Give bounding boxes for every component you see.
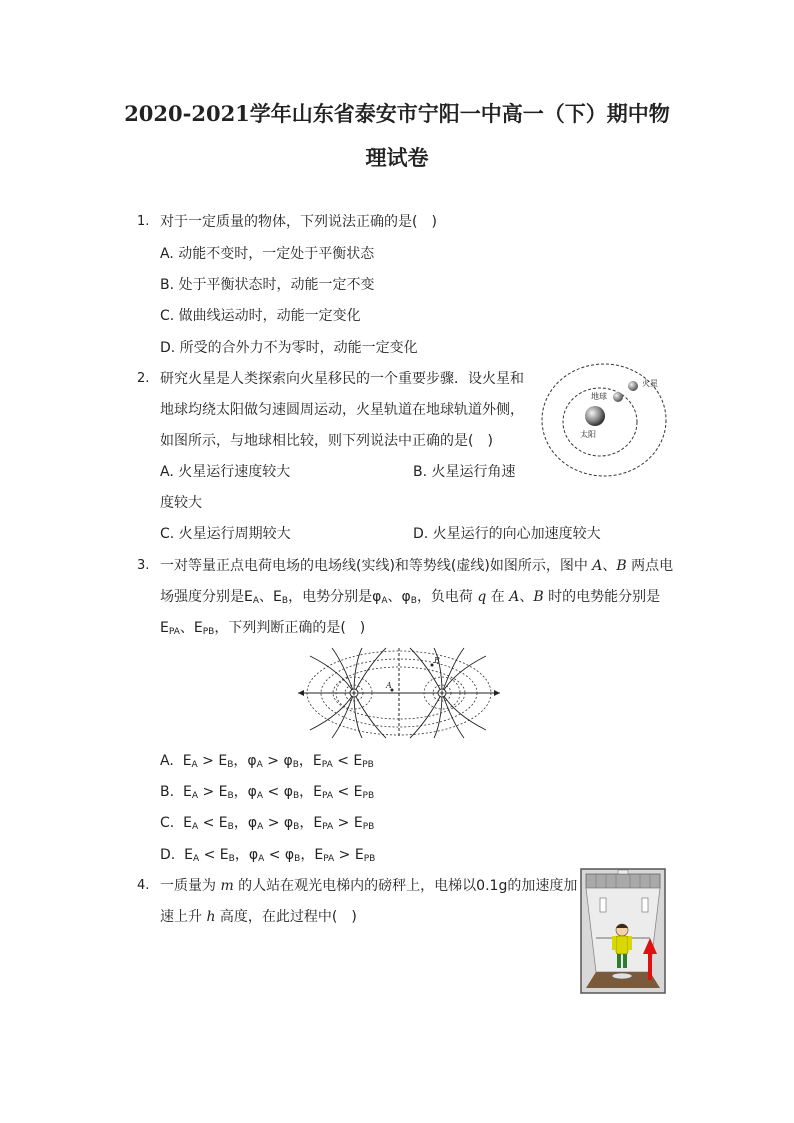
question-1-option-c: C. 做曲线运动时，动能一定变化 bbox=[160, 308, 361, 324]
electric-field-diagram bbox=[296, 646, 502, 740]
positive-charge-right bbox=[438, 689, 446, 697]
question-3-stem-line3: $E_{PA}$、$E_{PB}$，下列判断正确的是( ) bbox=[160, 620, 366, 637]
question-3-number: 3. bbox=[137, 558, 150, 573]
question-3-option-b: B. $E_A > E_B$，$\varphi_A < \varphi_B$，$E_{PA} < E_{PB}$ bbox=[160, 784, 375, 801]
question-2-option-c: C. 火星运行周期较大 bbox=[160, 526, 291, 542]
scale-icon bbox=[612, 973, 632, 979]
question-4-stem-line2: 速上升 h 高度，在此过程中( ) bbox=[160, 909, 357, 925]
sun-icon bbox=[585, 406, 605, 426]
question-1-stem: 对于一定质量的物体，下列说法正确的是( ) bbox=[160, 214, 437, 230]
exam-title-line1: 2020-2021学年山东省泰安市宁阳一中高一（下）期中物 bbox=[124, 101, 670, 126]
point-a-label: A bbox=[386, 681, 392, 690]
mars-icon bbox=[628, 381, 638, 391]
exam-title-line2: 理试卷 bbox=[365, 145, 429, 170]
axis-arrow-right bbox=[494, 690, 500, 696]
question-2-number: 2. bbox=[137, 371, 150, 386]
question-1-option-a: A. 动能不变时，一定处于平衡状态 bbox=[160, 246, 375, 262]
question-2-option-d: D. 火星运行的向心加速度较大 bbox=[413, 526, 601, 542]
question-3-option-d: D. $E_A < E_B$，$\varphi_A < \varphi_B$，$E_{PA} > E_{PB}$ bbox=[160, 847, 376, 864]
elevator-ceiling-panel bbox=[586, 874, 660, 888]
question-1-number: 1. bbox=[137, 214, 150, 229]
question-4-number: 4. bbox=[137, 878, 150, 893]
point-b-label: B bbox=[434, 656, 440, 665]
elevator-illustration bbox=[580, 868, 666, 994]
question-2-option-b: B. 火星运行角速 bbox=[413, 464, 516, 480]
question-1-option-d: D. 所受的合外力不为零时，动能一定变化 bbox=[160, 340, 418, 356]
wall-picture-right bbox=[642, 898, 648, 912]
earth-icon bbox=[613, 392, 623, 402]
positive-charge-left bbox=[350, 689, 358, 697]
orbit-diagram bbox=[538, 362, 670, 482]
earth-label: 地球 bbox=[591, 392, 607, 401]
question-3-stem-line2: 场强度分别是$E_A$、$E_B$，电势分别是$\varphi_A$、$\varphi_B$，负电荷 q 在 A、B 时的电势能分别是 bbox=[160, 589, 661, 606]
question-2-stem-line3: 如图所示，与地球相比较，则下列说法中正确的是( ) bbox=[160, 433, 493, 449]
question-2-option-a: A. 火星运行速度较大 bbox=[160, 464, 291, 480]
question-3-option-c: C. $E_A < E_B$，$\varphi_A > \varphi_B$，$E_{PA} > E_{PB}$ bbox=[160, 815, 375, 832]
question-3-option-a: A. $E_A > E_B$，$\varphi_A > \varphi_B$，$E_{PA} < E_{PB}$ bbox=[160, 753, 374, 770]
question-2-option-b-wrap: 度较大 bbox=[160, 495, 202, 511]
question-1-option-b: B. 处于平衡状态时，动能一定不变 bbox=[160, 277, 375, 293]
question-3-stem-line1: 一对等量正点电荷电场的电场线(实线)和等势线(虚线)如图所示，图中 A、B 两点电 bbox=[160, 558, 674, 574]
question-2-stem-line2: 地球均绕太阳做匀速圆周运动，火星轨道在地球轨道外侧， bbox=[160, 402, 524, 418]
question-2-stem-line1: 研究火星是人类探索向火星移民的一个重要步骤．设火星和 bbox=[160, 371, 524, 387]
question-4-stem-line1: 一质量为 m 的人站在观光电梯内的磅秤上，电梯以0.1g的加速度加 bbox=[160, 878, 578, 894]
sun-label: 太阳 bbox=[580, 430, 596, 439]
mars-label: 火星 bbox=[642, 379, 658, 388]
axis-arrow-left bbox=[298, 690, 304, 696]
wall-picture-left bbox=[600, 898, 606, 912]
floor-indicator bbox=[618, 870, 628, 874]
